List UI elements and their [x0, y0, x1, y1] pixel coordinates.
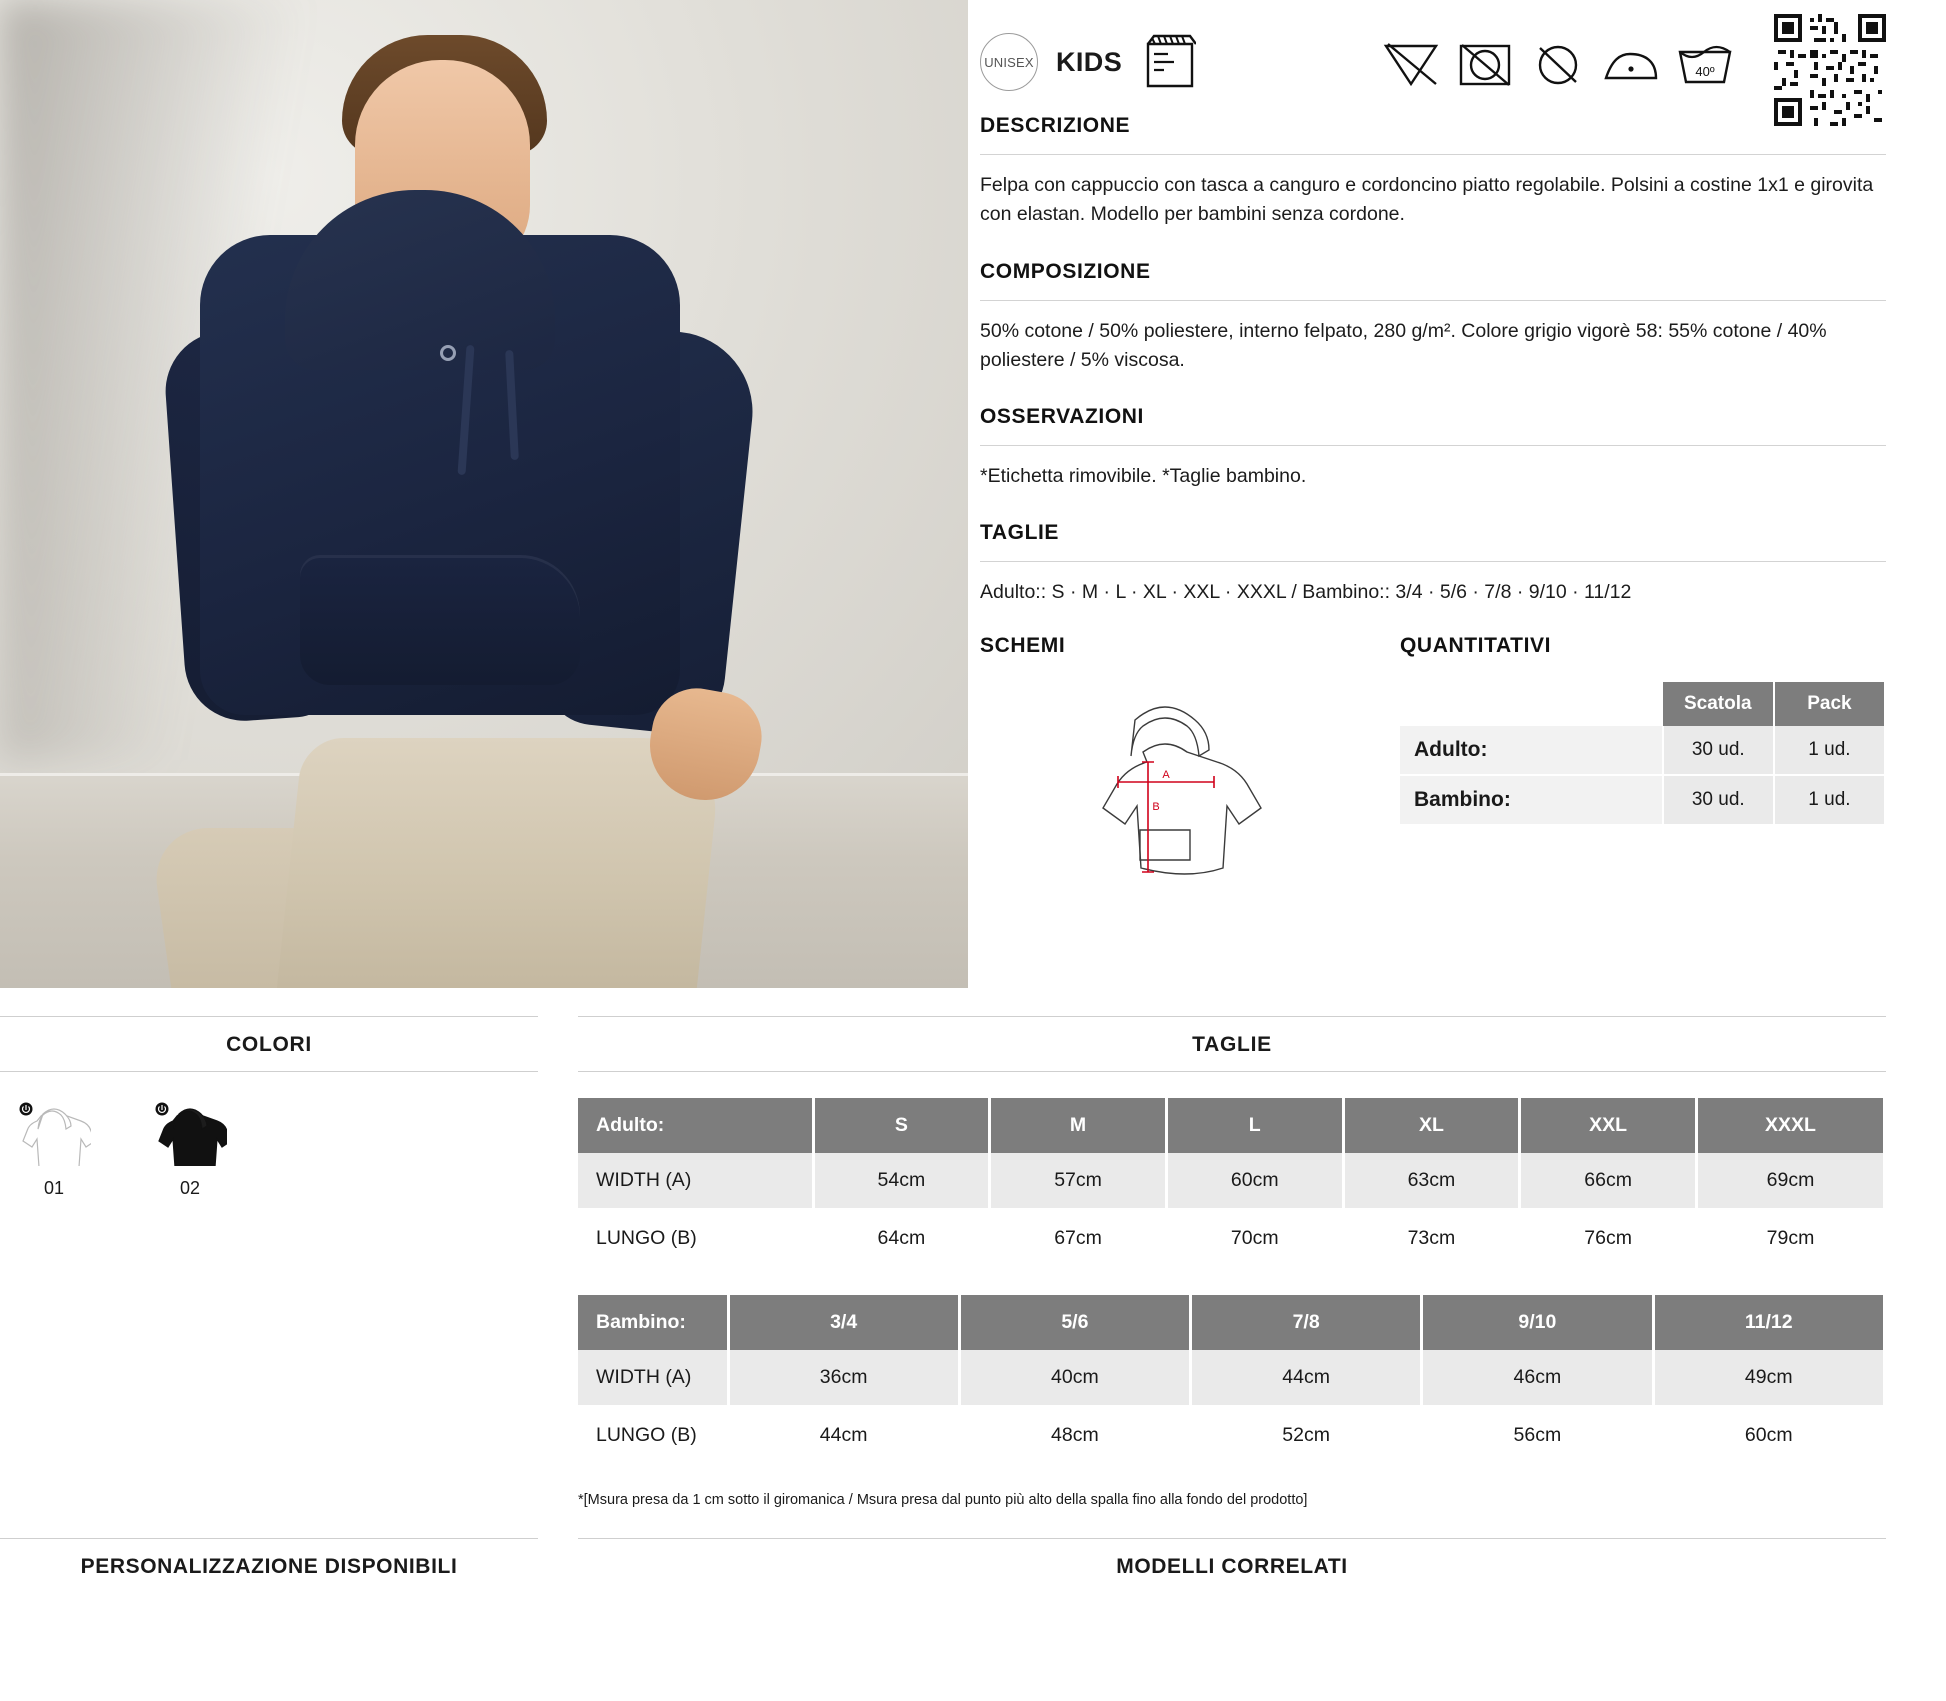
- color-swatch-list: [0, 1072, 538, 1199]
- modelli-correlati-title: MODELLI CORRELATI: [1116, 1555, 1348, 1578]
- black-hoodie-swatch: [153, 1102, 227, 1166]
- adult-col-xl: XL: [1343, 1098, 1520, 1153]
- kids-length-1112: 60cm: [1653, 1407, 1885, 1465]
- adult-width-xxl: 66cm: [1520, 1153, 1697, 1210]
- divider: [980, 300, 1886, 301]
- hoodie-measure-diagram: [1040, 690, 1380, 910]
- product-photo: [0, 0, 968, 988]
- adult-width-m: 57cm: [990, 1153, 1167, 1210]
- footer-left: [0, 1538, 578, 1579]
- adulto-pack: 1 ud.: [1774, 726, 1885, 775]
- adult-length-l: 70cm: [1166, 1210, 1343, 1268]
- diagram-label-b: B: [1152, 800, 1160, 813]
- section-schemi: [980, 634, 1380, 910]
- adult-width-xxxl: 69cm: [1696, 1153, 1884, 1210]
- section-taglie-text: [980, 521, 1886, 607]
- section-osservazioni: [980, 405, 1886, 491]
- adult-col-l: L: [1166, 1098, 1343, 1153]
- osservazioni-title: OSSERVAZIONI: [980, 405, 1144, 428]
- personalizzazione-title: PERSONALIZZAZIONE DISPONIBILI: [80, 1555, 458, 1578]
- colori-panel: [0, 988, 578, 1508]
- kids-length-78: 52cm: [1191, 1407, 1422, 1465]
- bambino-pack: 1 ud.: [1774, 775, 1885, 825]
- adult-length-xxxl: 79cm: [1696, 1210, 1884, 1268]
- kids-width-label: WIDTH (A): [578, 1350, 728, 1407]
- divider: [980, 154, 1886, 155]
- adult-width-l: 60cm: [1166, 1153, 1343, 1210]
- kids-width-1112: 49cm: [1653, 1350, 1885, 1407]
- quantitativi-table: [1400, 682, 1886, 826]
- table-row: [578, 1153, 1885, 1210]
- size-panel: [578, 988, 1946, 1508]
- footer-right: [578, 1538, 1946, 1579]
- adult-col-xxxl: XXXL: [1696, 1098, 1884, 1153]
- kids-badge: KIDS: [1056, 46, 1123, 77]
- kids-header-label: Bambino:: [578, 1295, 728, 1350]
- row-label-bambino: Bambino:: [1400, 775, 1663, 825]
- composizione-body: 50% cotone / 50% poliestere, interno felpato, 280 g/m². Colore grigio vigorè 58: 55% cotone / 40% poliestere / 5% viscosa.: [980, 319, 1827, 371]
- blank-header: [1400, 682, 1663, 726]
- no-dry-clean-icon: [1528, 38, 1588, 90]
- no-tumble-dry-icon: [1454, 38, 1516, 90]
- diagram-label-a: A: [1162, 768, 1170, 781]
- kids-width-56: 40cm: [959, 1350, 1190, 1407]
- table-header-row: [578, 1098, 1885, 1153]
- adult-width-xl: 63cm: [1343, 1153, 1520, 1210]
- adult-length-label: LUNGO (B): [578, 1210, 813, 1268]
- adult-length-m: 67cm: [990, 1210, 1167, 1268]
- kids-length-label: LUNGO (B): [578, 1407, 728, 1465]
- hoodie-grommet-icon: [440, 345, 456, 361]
- col-pack: Pack: [1774, 682, 1885, 726]
- kids-width-910: 46cm: [1422, 1350, 1653, 1407]
- quantitativi-title: QUANTITATIVI: [1400, 633, 1552, 657]
- kids-width-78: 44cm: [1191, 1350, 1422, 1407]
- bambino-scatola: 30 ud.: [1663, 775, 1774, 825]
- kids-size-table: [578, 1295, 1886, 1466]
- adult-header-label: Adulto:: [578, 1098, 813, 1153]
- product-bottom-section: [0, 988, 1946, 1508]
- schemi-title: SCHEMI: [980, 633, 1066, 657]
- product-info: [968, 0, 1946, 988]
- section-composizione: [980, 260, 1886, 376]
- descrizione-body: Felpa con cappuccio con tasca a canguro e cordoncino piatto regolabile. Polsini a costine 1x1 e girovita con elastan. Modello per bambini senza cordone.: [980, 174, 1874, 226]
- qr-code: [1774, 14, 1886, 126]
- section-quantitativi: [1380, 634, 1886, 910]
- section-descrizione: [980, 114, 1886, 230]
- measurement-note: *[Msura presa da 1 cm sotto il giromanica / Msura presa dal punto più alto della spalla fino alla fondo del prodotto]: [578, 1492, 1308, 1508]
- adult-col-xxl: XXL: [1520, 1098, 1697, 1153]
- no-bleach-icon: [1380, 38, 1442, 90]
- divider: [578, 1071, 1886, 1072]
- divider: [980, 445, 1886, 446]
- color-swatch-01[interactable]: [14, 1102, 94, 1199]
- adult-length-s: 64cm: [813, 1210, 990, 1268]
- adult-width-label: WIDTH (A): [578, 1153, 813, 1210]
- kids-length-910: 56cm: [1422, 1407, 1653, 1465]
- size-section-title: TAGLIE: [1192, 1033, 1272, 1056]
- row-label-adulto: Adulto:: [1400, 726, 1663, 775]
- adult-length-xl: 73cm: [1343, 1210, 1520, 1268]
- kids-col-78: 7/8: [1191, 1295, 1422, 1350]
- table-row: [578, 1407, 1885, 1465]
- table-row: [1400, 726, 1885, 775]
- footer-section: [0, 1538, 1946, 1579]
- kids-col-34: 3/4: [728, 1295, 959, 1350]
- white-hoodie-swatch: [17, 1102, 91, 1166]
- pack-icon: [1144, 30, 1196, 95]
- hoodie-kangaroo-pocket: [300, 555, 580, 685]
- table-row: [578, 1210, 1885, 1268]
- adult-col-m: M: [990, 1098, 1167, 1153]
- kids-length-56: 48cm: [959, 1407, 1190, 1465]
- color-code-01: 01: [43, 1178, 65, 1198]
- divider: [980, 561, 1886, 562]
- table-row: [1400, 775, 1885, 825]
- table-header-row: [1400, 682, 1885, 726]
- kids-col-910: 9/10: [1422, 1295, 1653, 1350]
- table-row: [578, 1350, 1885, 1407]
- schemi-quantitativi-row: [980, 634, 1886, 910]
- composizione-title: COMPOSIZIONE: [980, 259, 1151, 283]
- svg-text:40º: 40º: [1695, 64, 1715, 79]
- color-code-02: 02: [179, 1178, 201, 1198]
- wash-40-icon: [1674, 38, 1736, 90]
- osservazioni-body: *Etichetta rimovibile. *Taglie bambino.: [980, 465, 1307, 487]
- iron-low-icon: [1600, 38, 1662, 90]
- colori-title: COLORI: [226, 1033, 312, 1056]
- badge-row: [980, 14, 1886, 110]
- adult-width-s: 54cm: [813, 1153, 990, 1210]
- unisex-badge: UNISEX: [980, 33, 1038, 91]
- kids-width-34: 36cm: [728, 1350, 959, 1407]
- kids-length-34: 44cm: [728, 1407, 959, 1465]
- adulto-scatola: 30 ud.: [1663, 726, 1774, 775]
- col-scatola: Scatola: [1663, 682, 1774, 726]
- kids-col-1112: 11/12: [1653, 1295, 1885, 1350]
- color-swatch-02[interactable]: [150, 1102, 230, 1199]
- adult-length-xxl: 76cm: [1520, 1210, 1697, 1268]
- adult-col-s: S: [813, 1098, 990, 1153]
- taglie-body: Adulto:: S · M · L · XL · XXL · XXXL / Bambino:: 3/4 · 5/6 · 7/8 · 9/10 · 11/12: [980, 581, 1632, 604]
- adult-size-table: [578, 1098, 1886, 1269]
- model-trousers: [277, 738, 723, 988]
- taglie-title: TAGLIE: [980, 521, 1060, 545]
- table-header-row: [578, 1295, 1885, 1350]
- care-instruction-icons: [1380, 38, 1736, 90]
- descrizione-title: DESCRIZIONE: [980, 114, 1131, 137]
- kids-col-56: 5/6: [959, 1295, 1190, 1350]
